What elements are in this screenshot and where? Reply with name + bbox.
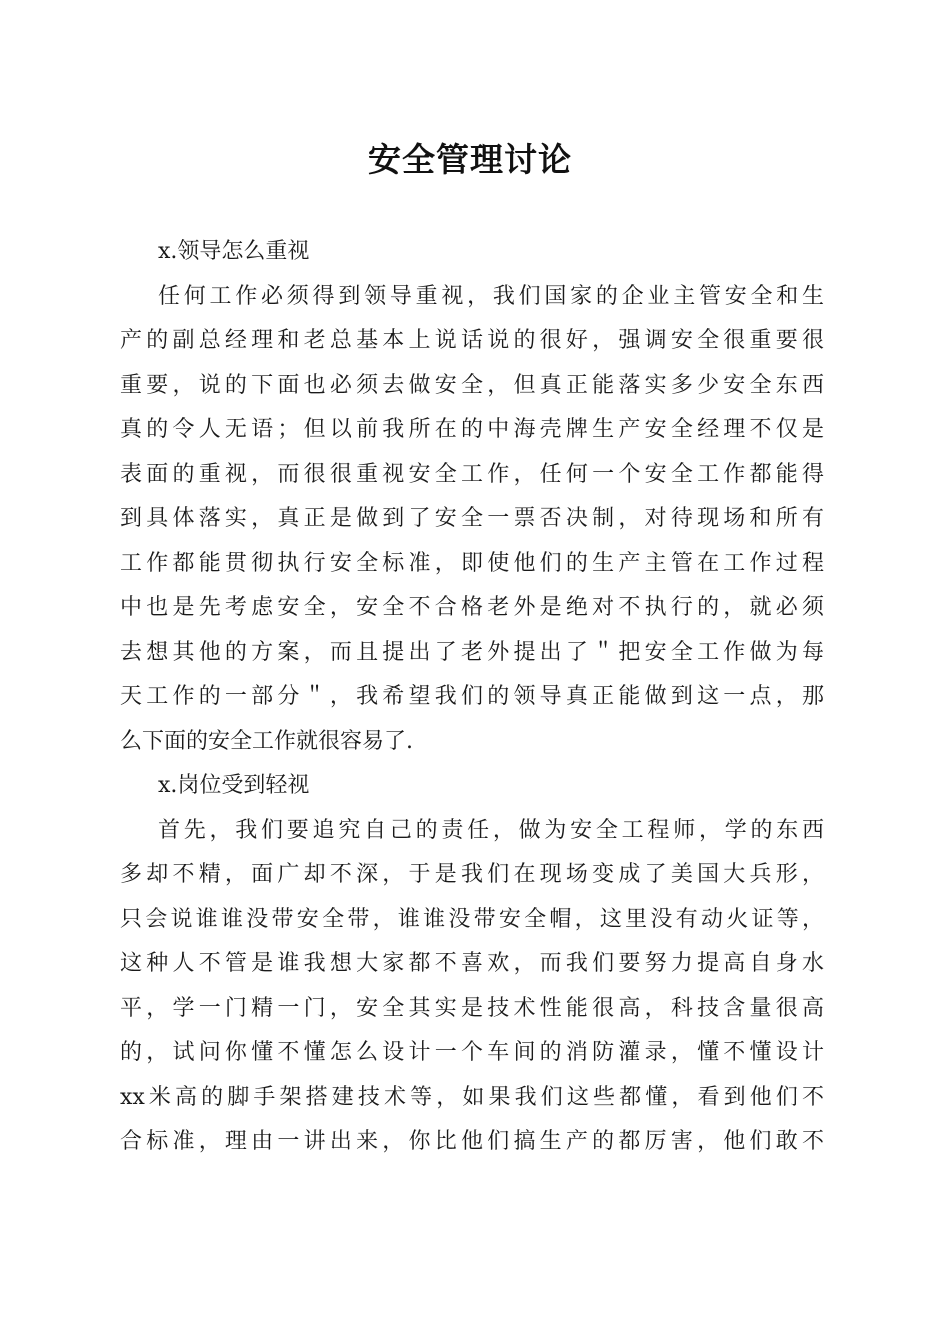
paragraph-line: 中也是先考虑安全，安全不合格老外是绝对不执行的，就必须 (120, 595, 824, 620)
paragraph-line: 产的副总经理和老总基本上说话说的很好，强调安全很重要很 (120, 328, 824, 353)
paragraph-line: 工作都能贯彻执行安全标准，即使他们的生产主管在工作过程 (120, 550, 824, 576)
paragraph-line: 重要，说的下面也必须去做安全，但真正能落实多少安全东西 (120, 372, 824, 398)
paragraph-line: 任何工作必须得到领导重视，我们国家的企业主管安全和生 (158, 283, 824, 309)
paragraph-line: 么下面的安全工作就很容易了. (120, 728, 413, 754)
document-title: 安全管理讨论 (368, 140, 572, 179)
paragraph-line: 的，试问你懂不懂怎么设计一个车间的消防灌录，懂不懂设计 (120, 1040, 824, 1065)
document-body (120, 230, 824, 1165)
paragraph-line: 表面的重视，而很很重视安全工作，任何一个安全工作都能得 (120, 461, 824, 487)
paragraph-line: 只会说谁谁没带安全带，谁谁没带安全帽，这里没有动火证等， (120, 906, 824, 932)
paragraph-line: 首先，我们要追究自己的责任，做为安全工程师，学的东西 (158, 817, 824, 843)
paragraph-line: 合标准，理由一讲出来，你比他们搞生产的都厉害，他们敢不 (120, 1129, 824, 1154)
paragraph-line: 到具体落实，真正是做到了安全一票否决制，对待现场和所有 (120, 506, 824, 531)
section-heading: x.岗位受到轻视 (158, 773, 310, 798)
section-heading: x.领导怎么重视 (158, 239, 310, 264)
paragraph-line: xx米高的脚手架搭建技术等，如果我们这些都懂，看到他们不 (120, 1084, 824, 1110)
paragraph-line: 平，学一门精一门，安全其实是技术性能很高，科技含量很高 (120, 995, 824, 1021)
paragraph-line: 这种人不管是谁我想大家都不喜欢，而我们要努力提高自身水 (120, 951, 824, 976)
paragraph-line: 多却不精，面广却不深，于是我们在现场变成了美国大兵形， (120, 862, 824, 887)
paragraph-line: 天工作的一部分＂，我希望我们的领导真正能做到这一点，那 (120, 684, 824, 709)
paragraph-line: 去想其他的方案，而且提出了老外提出了＂把安全工作做为每 (120, 639, 824, 665)
paragraph-line: 真的令人无语；但以前我所在的中海壳牌生产安全经理不仅是 (120, 417, 824, 442)
